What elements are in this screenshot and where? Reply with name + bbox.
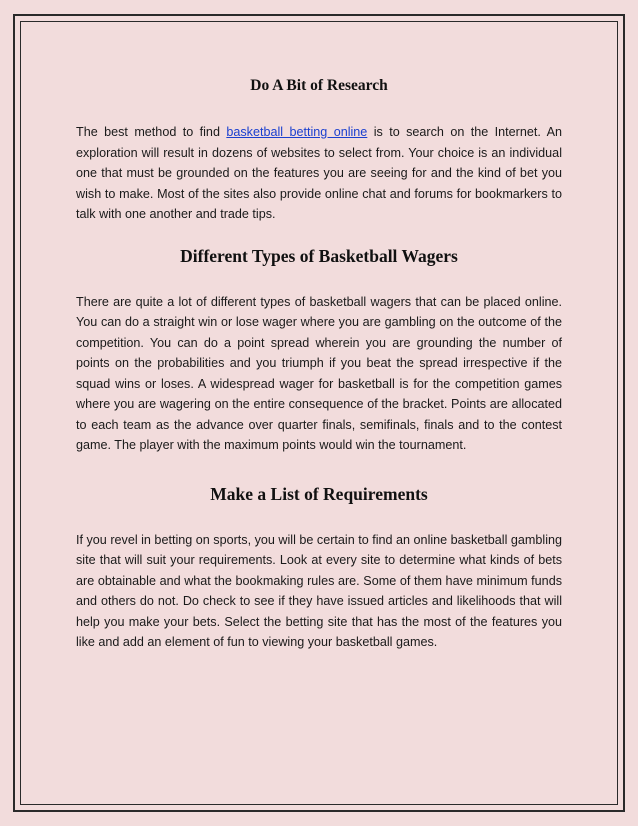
- paragraph-text: is to search on the Internet. An exploration will result in dozens of websites to select from. Your choice is an individual one that must be grounded on the features you are seeing for and the kind of bet you wish to make. Most of the sites also provide online chat and forums for bookmarkers to talk with one another and trade tips.: [76, 125, 562, 221]
- section-heading-wager-types: Different Types of Basketball Wagers: [180, 245, 458, 266]
- document-body: [76, 76, 562, 653]
- paragraph-text: The best method to find: [76, 125, 227, 139]
- basketball-betting-link[interactable]: basketball betting online: [226, 125, 368, 139]
- section-heading-research: Do A Bit of Research: [250, 77, 388, 94]
- section-paragraph-requirements: If you revel in betting on sports, you will be certain to find an online basketball gambling site that will suit your requirements. Look at every site to determine what kinds of bets are obtainable and what the bookmaking rules are. Some of them have minimum funds and others do not. Do check to see if they have issued articles and likelihoods that will help you make your bets. Select the betting site that has the most of the features you like and add an element of fun to viewing your basketball games.: [76, 532, 562, 649]
- section-paragraph-research: [76, 122, 562, 225]
- section-heading-requirements: Make a List of Requirements: [210, 483, 428, 504]
- section-paragraph-wager-types: There are quite a lot of different types of basketball wagers that can be placed online. You can do a straight win or lose wager where you are gambling on the outcome of the competition. You can do a point spread wherein you are grounding the number of points on the probabilities and you triumph if you beat the spread irrespective if the squad wins or loses. A widespread wager for basketball is for the competition games where you are wagering on the entire consequence of the bracket. Points are allocated to each team as the advance over quarter finals, semifinals, finals and to the contest game. The player with the maximum points would win the tournament.: [76, 294, 562, 452]
